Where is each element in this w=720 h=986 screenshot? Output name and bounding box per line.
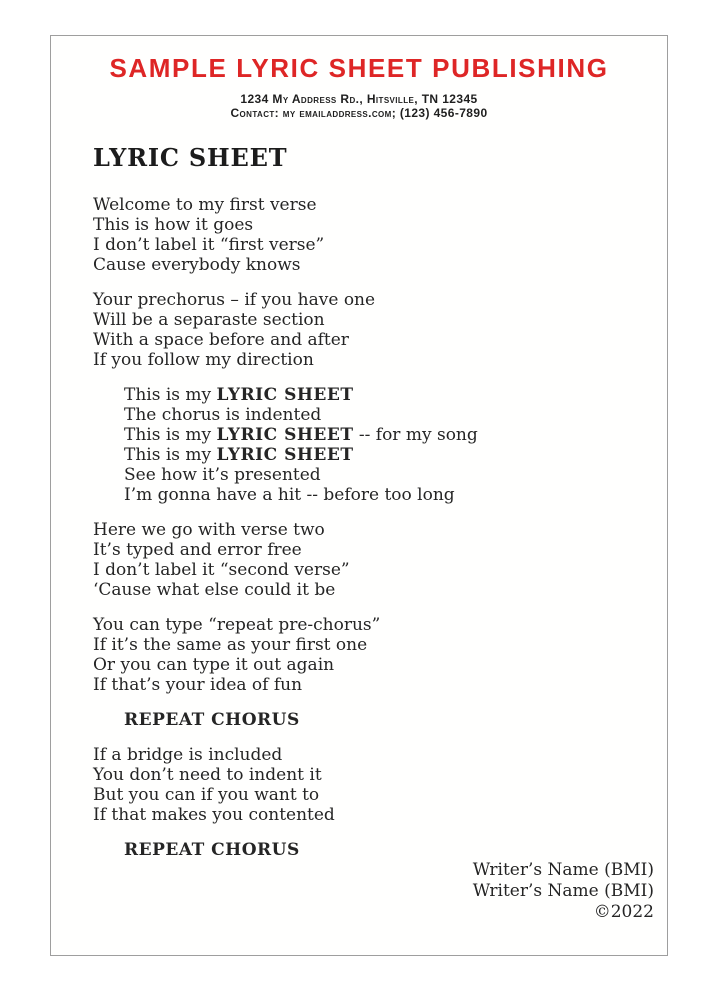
lyric-line: If that makes you contented xyxy=(93,805,335,825)
lyric-line: I’m gonna have a hit -- before too long xyxy=(124,485,455,505)
lyric-sheet-page xyxy=(50,35,668,956)
lyric-line: With a space before and after xyxy=(93,330,349,350)
stanza-repeat-chorus-1 xyxy=(124,710,667,730)
lyric-line: This is my LYRIC SHEET xyxy=(124,385,354,405)
stanza-bridge xyxy=(93,745,667,825)
stanza-repeat-chorus-2 xyxy=(124,840,667,860)
stanza-verse-1 xyxy=(93,195,667,275)
lyric-line: I don’t label it “second verse” xyxy=(93,560,350,580)
lyric-line: This is how it goes xyxy=(93,215,254,235)
lyric-line: This is my LYRIC SHEET -- for my song xyxy=(124,425,478,445)
stanza-chorus xyxy=(124,385,667,505)
lyric-line: See how it’s presented xyxy=(124,465,321,485)
credits-block xyxy=(51,860,667,923)
lyric-line: If you follow my direction xyxy=(93,350,314,370)
lyric-line: REPEAT CHORUS xyxy=(124,710,300,730)
lyric-line: If that’s your idea of fun xyxy=(93,675,303,695)
credit-line: Writer’s Name (BMI) xyxy=(472,881,654,901)
publisher-contact: Contact: my emailaddress.com; (123) 456-7890 xyxy=(230,106,488,120)
lyric-line: You don’t need to indent it xyxy=(93,765,322,785)
credit-line: ©2022 xyxy=(593,902,654,922)
lyric-line: Will be a separaste section xyxy=(93,310,325,330)
stanza-verse-3 xyxy=(93,615,667,695)
lyric-line: This is my LYRIC SHEET xyxy=(124,445,354,465)
lyric-line: Or you can type it out again xyxy=(93,655,335,675)
lyric-line: Your prechorus – if you have one xyxy=(93,290,376,310)
document-title: LYRIC SHEET xyxy=(93,143,288,172)
lyric-line: If it’s the same as your first one xyxy=(93,635,368,655)
lyric-line: The chorus is indented xyxy=(124,405,322,425)
credit-line: Writer’s Name (BMI) xyxy=(472,860,654,880)
lyric-line: I don’t label it “first verse” xyxy=(93,235,325,255)
lyrics-body xyxy=(93,195,667,860)
lyric-line: But you can if you want to xyxy=(93,785,320,805)
lyric-line: Here we go with verse two xyxy=(93,520,325,540)
lyric-line: REPEAT CHORUS xyxy=(124,840,300,860)
lyric-line: If a bridge is included xyxy=(93,745,283,765)
publisher-name: SAMPLE LYRIC SHEET PUBLISHING xyxy=(109,53,609,83)
lyric-line: You can type “repeat pre-chorus” xyxy=(93,615,381,635)
lyric-line: ‘Cause what else could it be xyxy=(93,580,336,600)
lyric-line: Welcome to my first verse xyxy=(93,195,317,215)
lyric-line: It’s typed and error free xyxy=(93,540,302,560)
lyric-line: Cause everybody knows xyxy=(93,255,301,275)
publisher-address: 1234 My Address Rd., Hitsville, TN 12345 xyxy=(240,92,478,106)
letterhead xyxy=(51,53,667,120)
stanza-pre-chorus xyxy=(93,290,667,370)
stanza-verse-2 xyxy=(93,520,667,600)
